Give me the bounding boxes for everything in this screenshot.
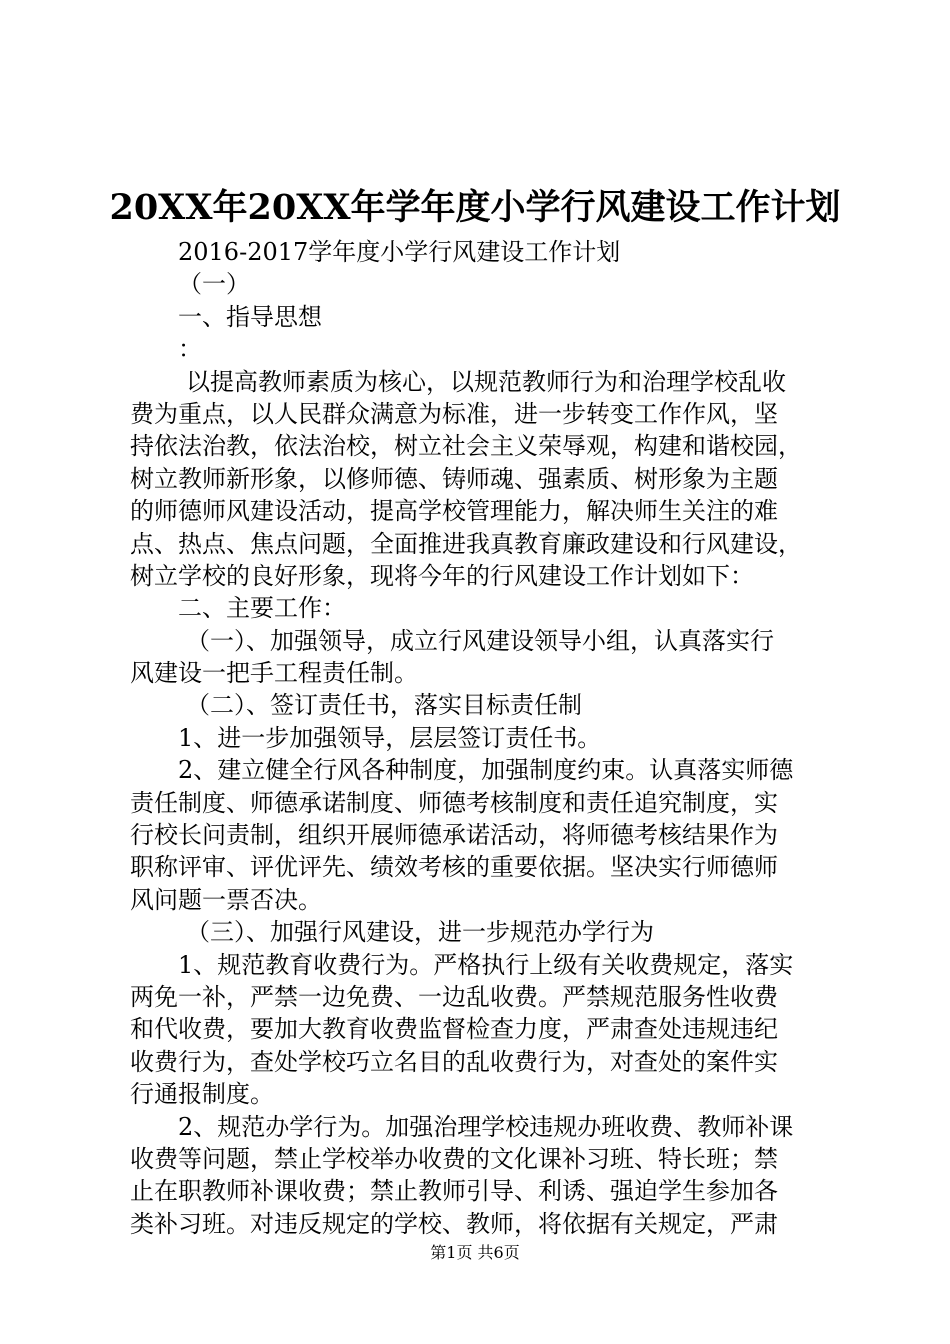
text-line: 行通报制度。 bbox=[130, 1080, 274, 1109]
text-line: 树立教师新形象，以修师德、铸师魂、强素质、树形象为主题 bbox=[130, 464, 778, 493]
text-line: 责任制度、师德承诺制度、师德考核制度和责任追究制度，实 bbox=[130, 788, 778, 817]
text-line: ： bbox=[178, 335, 202, 364]
document-body bbox=[130, 236, 830, 1240]
text-line: 止在职教师补课收费；禁止教师引导、利诱、强迫学生参加各 bbox=[130, 1177, 778, 1206]
text-line: 行校长问责制，组织开展师德承诺活动，将师德考核结果作为 bbox=[130, 821, 778, 850]
text-line: 风建设一把手工程责任制。 bbox=[130, 659, 418, 688]
text-line: 职称评审、评优评先、绩效考核的重要依据。坚决实行师德师 bbox=[130, 853, 778, 882]
text-line: 树立学校的良好形象，现将今年的行风建设工作计划如下： bbox=[130, 561, 754, 590]
text-line: 2016-2017学年度小学行风建设工作计划 bbox=[178, 238, 621, 266]
text-line: 二、主要工作： bbox=[178, 594, 346, 623]
text-line: 点、热点、焦点问题，全面推进我真教育廉政建设和行风建设， bbox=[130, 529, 802, 558]
text-line: 1、进一步加强领导，层层签订责任书。 bbox=[178, 723, 602, 752]
text-line: （二）、签订责任书，落实目标责任制 bbox=[186, 691, 582, 720]
page-footer: 第1页 共6页 bbox=[430, 1243, 520, 1262]
text-line: （一） bbox=[178, 270, 250, 299]
text-line: 的师德师风建设活动，提高学校管理能力，解决师生关注的难 bbox=[130, 497, 778, 526]
text-line: 持依法治教，依法治校，树立社会主义荣辱观，构建和谐校园， bbox=[130, 432, 802, 461]
text-line: 1、规范教育收费行为。严格执行上级有关收费规定，落实 bbox=[178, 950, 794, 979]
text-line: 两免一补，严禁一边免费、一边乱收费。严禁规范服务性收费 bbox=[130, 982, 778, 1011]
text-line: 2、建立健全行风各种制度，加强制度约束。认真落实师德 bbox=[178, 756, 794, 785]
text-line: 收费行为，查处学校巧立名目的乱收费行为，对查处的案件实 bbox=[130, 1047, 778, 1076]
text-line: 类补习班。对违反规定的学校、教师，将依据有关规定，严肃 bbox=[130, 1209, 778, 1238]
text-line: 一、指导思想 bbox=[178, 302, 322, 331]
text-line: 风问题一票否决。 bbox=[130, 885, 322, 914]
text-line: 2、规范办学行为。加强治理学校违规办班收费、教师补课 bbox=[178, 1112, 794, 1141]
document-title: 20XX年20XX年学年度小学行风建设工作计划 bbox=[109, 187, 841, 228]
text-line: （一）、加强领导，成立行风建设领导小组，认真落实行 bbox=[186, 626, 774, 655]
text-line: 和代收费，要加大教育收费监督检查力度，严肃查处违规违纪 bbox=[130, 1015, 778, 1044]
text-line: （三）、加强行风建设，进一步规范办学行为 bbox=[186, 918, 654, 947]
text-line: 费为重点，以人民群众满意为标准，进一步转变工作作风，坚 bbox=[130, 399, 778, 428]
text-line: 收费等问题，禁止学校举办收费的文化课补习班、特长班；禁 bbox=[130, 1144, 778, 1173]
text-line: 以提高教师素质为核心，以规范教师行为和治理学校乱收 bbox=[186, 367, 786, 396]
